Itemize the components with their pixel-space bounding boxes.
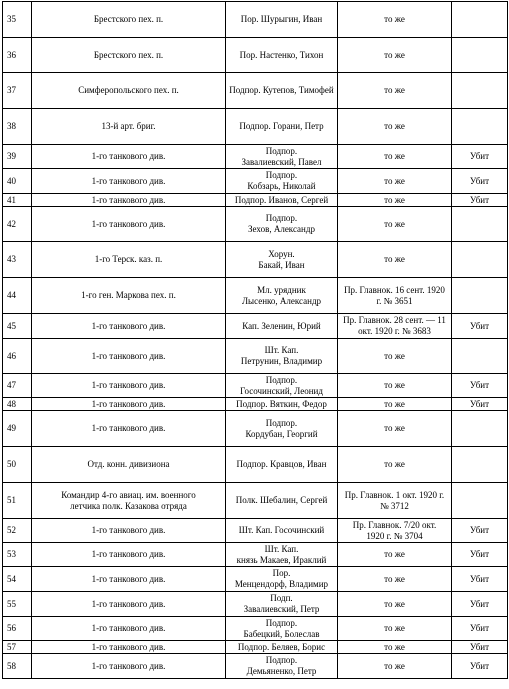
order-source-cell: то же	[338, 411, 452, 447]
table-row	[3, 145, 508, 169]
order-source-cell: то же	[338, 398, 452, 411]
row-number-cell: 42	[3, 207, 32, 242]
note-cell: Убит	[452, 145, 508, 169]
note-cell	[452, 447, 508, 483]
order-source-cell: то же	[338, 169, 452, 194]
row-number-cell: 54	[3, 567, 32, 592]
note-cell	[452, 109, 508, 145]
unit-cell: 13-й арт. бриг.	[32, 109, 226, 145]
row-number-cell: 51	[3, 483, 32, 519]
unit-cell: 1-го танкового див.	[32, 374, 226, 398]
note-cell: Убит	[452, 654, 508, 679]
note-cell: Убит	[452, 169, 508, 194]
rank-name-cell: Шт. Кап. Петрунин, Владимир	[226, 339, 338, 374]
order-source-cell: Пр. Главнок. 28 сент. — 11 окт. 1920 г. № 3683	[338, 314, 452, 339]
rank-name-cell: Пор. Настенко, Тихон	[226, 38, 338, 73]
table-row	[3, 374, 508, 398]
note-cell: Убит	[452, 374, 508, 398]
row-number-cell: 45	[3, 314, 32, 339]
order-source-cell: то же	[338, 592, 452, 617]
table-row	[3, 617, 508, 641]
order-source-cell: то же	[338, 242, 452, 278]
unit-cell: 1-го танкового див.	[32, 169, 226, 194]
row-number-cell: 53	[3, 543, 32, 567]
rank-name-cell: Подпор. Горани, Петр	[226, 109, 338, 145]
order-source-cell: то же	[338, 567, 452, 592]
unit-cell: 1-го танкового див.	[32, 543, 226, 567]
row-number-cell: 49	[3, 411, 32, 447]
table-row	[3, 339, 508, 374]
unit-cell: Брестского пех. п.	[32, 2, 226, 38]
note-cell	[452, 278, 508, 314]
row-number-cell: 50	[3, 447, 32, 483]
note-cell: Убит	[452, 617, 508, 641]
note-cell	[452, 483, 508, 519]
row-number-cell: 40	[3, 169, 32, 194]
note-cell: Убит	[452, 543, 508, 567]
note-cell: Убит	[452, 567, 508, 592]
table-row	[3, 38, 508, 73]
rank-name-cell: Подпор. Завалиевский, Павел	[226, 145, 338, 169]
unit-cell: 1-го танкового див.	[32, 617, 226, 641]
order-source-cell: то же	[338, 109, 452, 145]
unit-cell: 1-го танкового див.	[32, 519, 226, 543]
row-number-cell: 47	[3, 374, 32, 398]
row-number-cell: 46	[3, 339, 32, 374]
order-source-cell: то же	[338, 145, 452, 169]
row-number-cell: 48	[3, 398, 32, 411]
order-source-cell: то же	[338, 2, 452, 38]
unit-cell: Отд. конн. дивизиона	[32, 447, 226, 483]
row-number-cell: 38	[3, 109, 32, 145]
row-number-cell: 35	[3, 2, 32, 38]
rank-name-cell: Подпор. Беляев, Борис	[226, 641, 338, 654]
order-source-cell: Пр. Главнок. 7/20 окт. 1920 г. № 3704	[338, 519, 452, 543]
table-body	[3, 2, 508, 679]
table-row	[3, 543, 508, 567]
order-source-cell: то же	[338, 641, 452, 654]
note-cell	[452, 242, 508, 278]
rank-name-cell: Подпор. Зехов, Александр	[226, 207, 338, 242]
table-row	[3, 109, 508, 145]
order-source-cell: Пр. Главнок. 1 окт. 1920 г. № 3712	[338, 483, 452, 519]
row-number-cell: 39	[3, 145, 32, 169]
table-row	[3, 592, 508, 617]
unit-cell: 1-го танкового див.	[32, 314, 226, 339]
row-number-cell: 44	[3, 278, 32, 314]
unit-cell: 1-го танкового див.	[32, 145, 226, 169]
note-cell: Убит	[452, 398, 508, 411]
rank-name-cell: Шт. Кап. князь Макаев, Ираклий	[226, 543, 338, 567]
row-number-cell: 43	[3, 242, 32, 278]
order-source-cell: то же	[338, 38, 452, 73]
table-row	[3, 207, 508, 242]
table-row	[3, 194, 508, 207]
table-row	[3, 314, 508, 339]
rank-name-cell: Пор. Шурыгин, Иван	[226, 2, 338, 38]
awards-table	[2, 1, 508, 679]
unit-cell: Командир 4-го авиац. им. военного летчика полк. Казакова отряда	[32, 483, 226, 519]
unit-cell: 1-го танкового див.	[32, 398, 226, 411]
note-cell	[452, 207, 508, 242]
rank-name-cell: Подпор. Кордубан, Георгий	[226, 411, 338, 447]
unit-cell: 1-го танкового див.	[32, 339, 226, 374]
rank-name-cell: Мл. урядник Лысенко, Александр	[226, 278, 338, 314]
unit-cell: Брестского пех. п.	[32, 38, 226, 73]
unit-cell: 1-го танкового див.	[32, 641, 226, 654]
note-cell	[452, 2, 508, 38]
rank-name-cell: Подпор. Бабецкий, Болеслав	[226, 617, 338, 641]
order-source-cell: то же	[338, 374, 452, 398]
rank-name-cell: Подп. Завалиевский, Петр	[226, 592, 338, 617]
row-number-cell: 55	[3, 592, 32, 617]
table-row	[3, 654, 508, 679]
row-number-cell: 36	[3, 38, 32, 73]
table-row	[3, 519, 508, 543]
note-cell: Убит	[452, 519, 508, 543]
rank-name-cell: Подпор. Иванов, Сергей	[226, 194, 338, 207]
order-source-cell: то же	[338, 207, 452, 242]
unit-cell: 1-го Терск. каз. п.	[32, 242, 226, 278]
table-row	[3, 447, 508, 483]
order-source-cell: то же	[338, 617, 452, 641]
table-row	[3, 641, 508, 654]
row-number-cell: 37	[3, 73, 32, 109]
rank-name-cell: Подпор. Кутепов, Тимофей	[226, 73, 338, 109]
note-cell: Убит	[452, 314, 508, 339]
unit-cell: 1-го ген. Маркова пех. п.	[32, 278, 226, 314]
table-row	[3, 2, 508, 38]
row-number-cell: 56	[3, 617, 32, 641]
order-source-cell: то же	[338, 339, 452, 374]
order-source-cell: то же	[338, 194, 452, 207]
order-source-cell: то же	[338, 654, 452, 679]
unit-cell: Симферопольского пех. п.	[32, 73, 226, 109]
note-cell	[452, 411, 508, 447]
rank-name-cell: Подпор. Кобзарь, Николай	[226, 169, 338, 194]
table-row	[3, 567, 508, 592]
order-source-cell: то же	[338, 73, 452, 109]
rank-name-cell: Подпор. Кравцов, Иван	[226, 447, 338, 483]
unit-cell: 1-го танкового див.	[32, 567, 226, 592]
table-row	[3, 398, 508, 411]
note-cell	[452, 38, 508, 73]
row-number-cell: 58	[3, 654, 32, 679]
unit-cell: 1-го танкового див.	[32, 654, 226, 679]
row-number-cell: 52	[3, 519, 32, 543]
unit-cell: 1-го танкового див.	[32, 194, 226, 207]
note-cell: Убит	[452, 592, 508, 617]
unit-cell: 1-го танкового див.	[32, 207, 226, 242]
note-cell	[452, 73, 508, 109]
order-source-cell: то же	[338, 447, 452, 483]
table-row	[3, 73, 508, 109]
row-number-cell: 41	[3, 194, 32, 207]
table-row	[3, 169, 508, 194]
order-source-cell: Пр. Главнок. 16 сент. 1920 г. № 3651	[338, 278, 452, 314]
note-cell: Убит	[452, 641, 508, 654]
order-source-cell: то же	[338, 543, 452, 567]
rank-name-cell: Подпор. Госочинский, Леонид	[226, 374, 338, 398]
table-row	[3, 411, 508, 447]
rank-name-cell: Полк. Шебалин, Сергей	[226, 483, 338, 519]
rank-name-cell: Кап. Зеленин, Юрий	[226, 314, 338, 339]
unit-cell: 1-го танкового див.	[32, 411, 226, 447]
note-cell: Убит	[452, 194, 508, 207]
rank-name-cell: Пор. Менцендорф, Владимир	[226, 567, 338, 592]
unit-cell: 1-го танкового див.	[32, 592, 226, 617]
table-row	[3, 278, 508, 314]
table-row	[3, 242, 508, 278]
table-row	[3, 483, 508, 519]
rank-name-cell: Подпор. Демьяненко, Петр	[226, 654, 338, 679]
rank-name-cell: Хорун. Бакай, Иван	[226, 242, 338, 278]
row-number-cell: 57	[3, 641, 32, 654]
rank-name-cell: Подпор. Вяткин, Федор	[226, 398, 338, 411]
rank-name-cell: Шт. Кап. Госочинский	[226, 519, 338, 543]
note-cell	[452, 339, 508, 374]
